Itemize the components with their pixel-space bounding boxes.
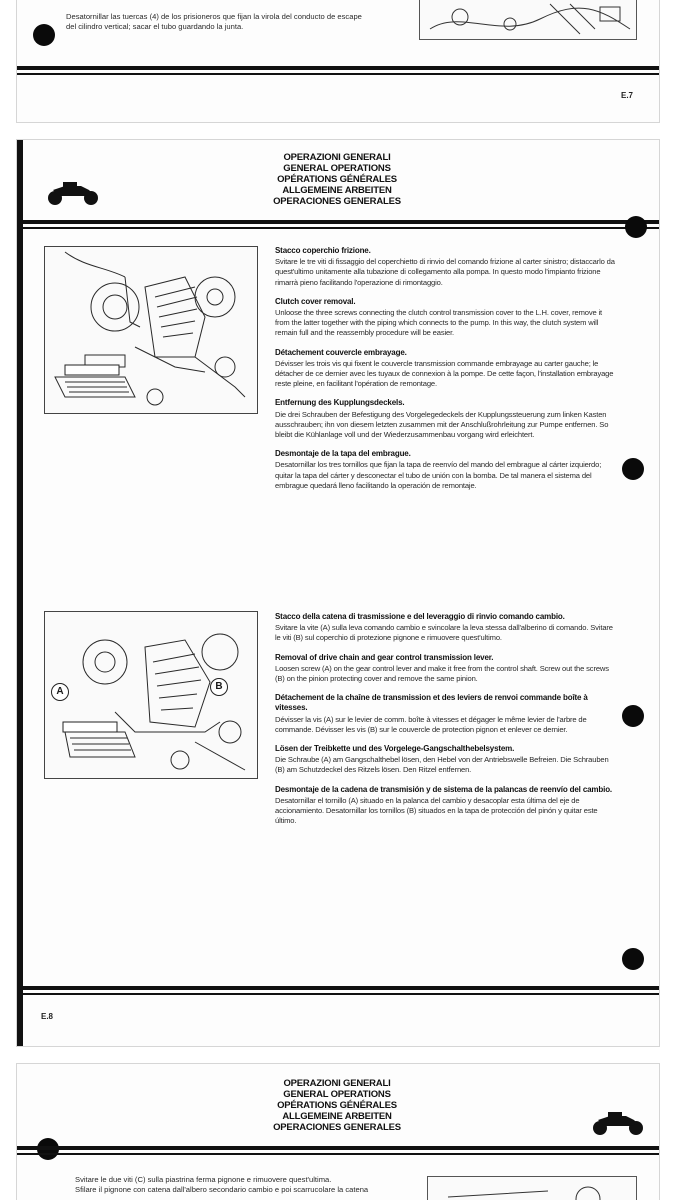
binder-hole-icon bbox=[625, 216, 647, 238]
figure-drive-chain bbox=[44, 611, 258, 779]
figure-clutch-cover bbox=[44, 246, 258, 414]
footer-stripe bbox=[23, 986, 659, 990]
binder-hole-icon bbox=[33, 24, 55, 46]
page-title-block bbox=[237, 152, 437, 207]
header-stripe-thin bbox=[23, 227, 659, 229]
body-es: Desatornillar el tornillo (A) situado en la palanca del cambio y desacoplar esta última del eje de accionamiento. Desatornillar los tornillos (B) situados en la tapa de protección del pinón y quitar este último. bbox=[275, 795, 598, 826]
divider-stripe bbox=[17, 66, 659, 70]
footer-stripe-thin bbox=[23, 993, 659, 995]
body-de: Die Schraube (A) am Gangschalthebel lösen, den Hebel von der Antriebswelle Befreien. Die Schrauben (B) am Schutzdeckel des Ritzels lösen. Den Ritzel entfernen. bbox=[275, 755, 609, 775]
heading-es: Desmontaje de la cadena de transmisión y de sistema de la palancas de reenvío del cambio. bbox=[275, 784, 613, 794]
e9-text-line-1: Svitare le due viti (C) sulla piastrina ferma pignone e rimuovere quest'ultima. bbox=[75, 1175, 332, 1184]
heading-fr: Détachement de la chaîne de transmission et des leviers de renvoi commande boîte à vitesses. bbox=[275, 693, 588, 713]
e7-text-line-2: del cilindro vertical; sacar el tubo guardando la junta. bbox=[66, 22, 244, 31]
heading-de: Lösen der Treibkette und des Vorgelege-Gangschalthebelsystem. bbox=[275, 744, 515, 754]
title-de: ALLGEMEINE ARBEITEN bbox=[282, 185, 392, 196]
page-e9 bbox=[17, 1064, 659, 1200]
e7-text-line-1: Desatornillar las tuercas (4) de los prisioneros que fijan la virola del conducto de escape bbox=[66, 12, 362, 21]
section-clutch-cover-text bbox=[275, 246, 615, 491]
figure-exhaust bbox=[419, 0, 637, 40]
title-fr: OPÉRATIONS GÉNÉRALES bbox=[277, 1100, 397, 1111]
heading-it: Stacco della catena di trasmissione e del leveraggio di rinvio comando cambio. bbox=[275, 612, 565, 621]
page-number: E.7 bbox=[621, 91, 634, 100]
body-de: Die drei Schrauben der Befestigung des Vorgelegedeckels der Kupplungssteuerung zum linken Kasten ausschrauben; ihn von diesem letzten zusammen mit der Anschlußrohrleitung zur Pumpe entfernen. So bleibt die Kühlanlage voll und der Wiederzusammenbau vorgang wird erleichtert. bbox=[275, 409, 609, 440]
title-it: OPERAZIONI GENERALI bbox=[283, 1078, 391, 1089]
page-e7 bbox=[17, 0, 659, 122]
motorcycle-icon bbox=[45, 178, 101, 206]
e9-text-line-2: Sfilare il pignone con catena dall'albero secondario cambio e poi scarrucolare la catena bbox=[75, 1185, 369, 1194]
heading-de: Entfernung des Kupplungsdeckels. bbox=[275, 398, 405, 408]
drive-chain-drawing bbox=[45, 612, 258, 779]
body-it: Svitare le tre viti di fissaggio del coperchietto di rinvio del comando frizione al carter sinistro; distaccarlo da quest'ultimo unitamente alla tubazione di collegamento alla pompa. In questo modo l'impianto frizione rimarrà pieno facilitando l'operazione di rimontaggio. bbox=[275, 257, 615, 287]
body-es: Desatornillar los tres tornillos que fijan la tapa de reenvío del mando del embrague al cárter izquierdo; quitar la tapa del cárter y desconectar el tubo de unión con la bomba. De tal manera el sistema del embrague quedará lleno facilitando la operación de remontaje. bbox=[275, 460, 602, 490]
heading-en: Clutch cover removal. bbox=[275, 296, 356, 306]
title-es: OPERACIONES GENERALES bbox=[273, 1122, 401, 1133]
title-es: OPERACIONES GENERALES bbox=[273, 196, 401, 207]
title-fr: OPÉRATIONS GÉNÉRALES bbox=[277, 174, 397, 185]
title-en: GENERAL OPERATIONS bbox=[283, 1089, 391, 1100]
figure-pinion bbox=[427, 1176, 637, 1200]
header-stripe-thin bbox=[17, 1153, 659, 1155]
heading-it: Stacco coperchio frizione. bbox=[275, 246, 371, 255]
page-edge bbox=[17, 140, 23, 1046]
binder-hole-icon bbox=[622, 948, 644, 970]
heading-fr: Détachement couvercle embrayage. bbox=[275, 347, 407, 357]
body-fr: Dévisser les trois vis qui fixent le couvercle transmission commande embrayage au carter gauche; le détacher de ce dernier avec les tuyaux de connexion à la pompe. De cette façon, l'installation embrayage reste pleine, en facilitant l'opération de remontage. bbox=[275, 358, 614, 389]
binder-hole-icon bbox=[622, 705, 644, 727]
title-en: GENERAL OPERATIONS bbox=[283, 163, 391, 174]
header-stripe bbox=[17, 1146, 659, 1150]
divider-stripe-thin bbox=[17, 73, 659, 75]
motorcycle-icon bbox=[590, 1108, 646, 1136]
clutch-cover-drawing bbox=[45, 247, 258, 414]
page-title-block bbox=[237, 1078, 437, 1133]
page-e8 bbox=[17, 140, 659, 1046]
pinion-drawing bbox=[428, 1177, 637, 1200]
body-en: Loosen screw (A) on the gear control lever and make it free from the control shaft. Screw out the screws (B) on the pinion protecting cover and remove the same pinion. bbox=[275, 663, 609, 684]
body-fr: Dévisser la vis (A) sur le levier de comm. boîte à vitesses et dégager le même levier de l'arbre de commande. Dévisser les vis (B) sur le couvercle de protection pignon et enlever ce dernier. bbox=[275, 714, 587, 734]
page-number: E.8 bbox=[41, 1012, 54, 1021]
body-en: Unloose the three screws connecting the clutch control transmission cover to the L.H. cover, remove it from the latter together with the piping which connects to the pump. In this way, the clutch system will remain full and the reassembly procedure will be easier. bbox=[275, 308, 603, 338]
exhaust-drawing bbox=[420, 0, 637, 40]
heading-en: Removal of drive chain and gear control transmission lever. bbox=[275, 652, 494, 662]
title-it: OPERAZIONI GENERALI bbox=[283, 152, 391, 163]
binder-hole-icon bbox=[622, 458, 644, 480]
callout-a: A bbox=[51, 683, 69, 701]
heading-es: Desmontaje de la tapa del embrague. bbox=[275, 449, 411, 459]
title-de: ALLGEMEINE ARBEITEN bbox=[282, 1111, 392, 1122]
body-it: Svitare la vite (A) sulla leva comando cambio e svincolare la leva stessa dall'alberino di comando. Svitare le viti (B) sul coperchio di protezione pignone e rimuovere quest'ultimo. bbox=[275, 623, 613, 643]
section-drive-chain-text bbox=[275, 612, 615, 826]
callout-b: B bbox=[210, 678, 228, 696]
header-stripe bbox=[23, 220, 659, 224]
